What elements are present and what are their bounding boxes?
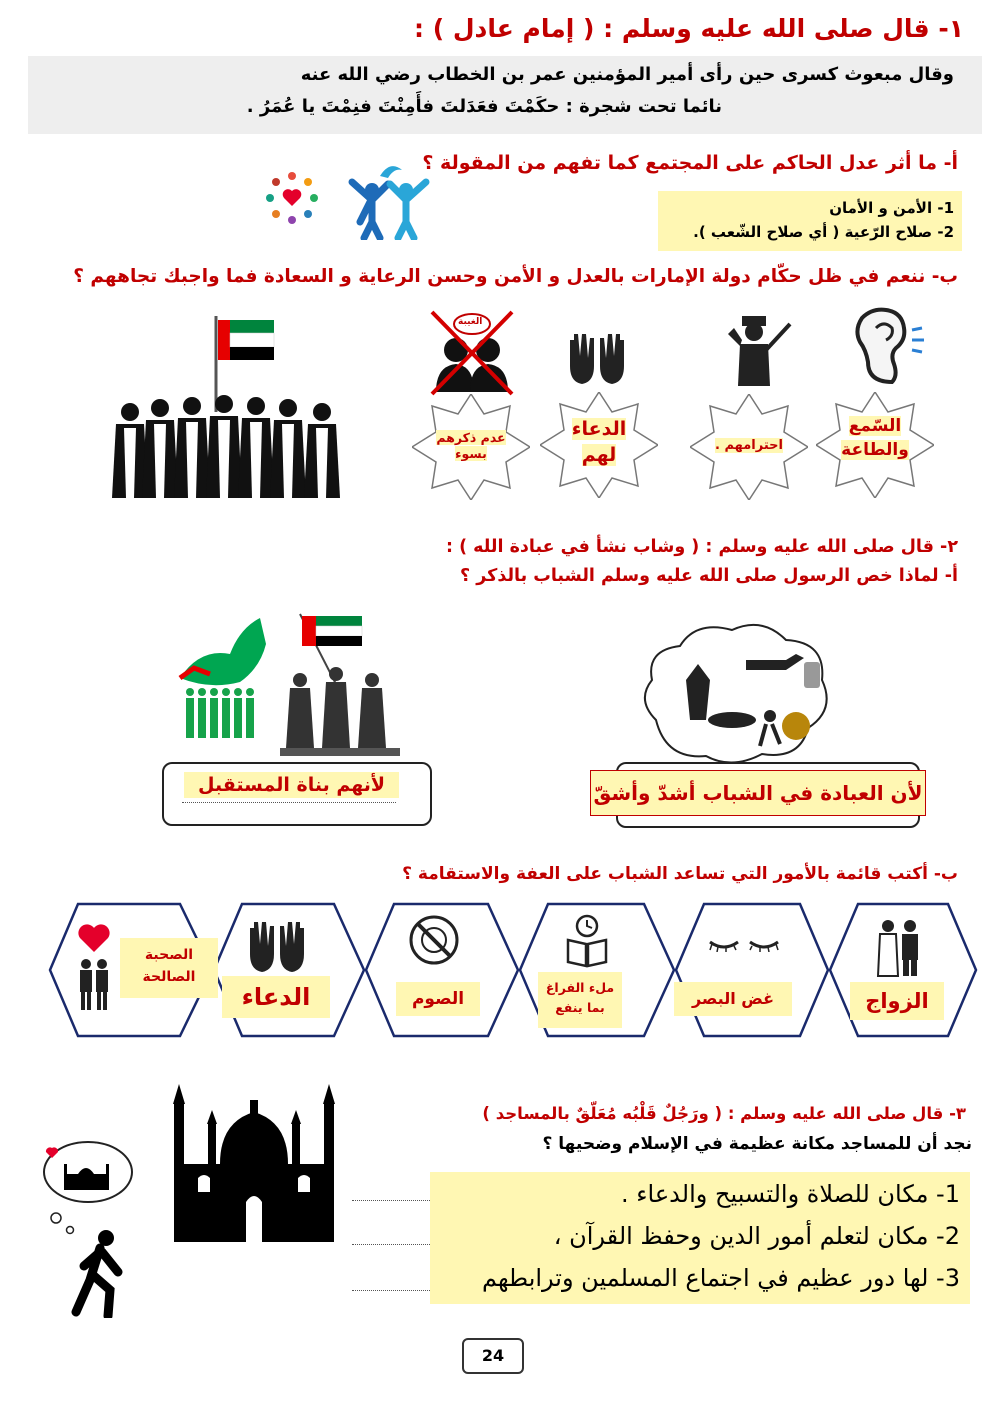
community-hearts-icon bbox=[262, 168, 322, 228]
q1-a-question: أ- ما أثر عدل الحاكم على المجتمع كما تفهم من المقولة ؟ bbox=[422, 152, 958, 174]
answer-box-left bbox=[162, 762, 432, 826]
people-cheering-icon bbox=[340, 160, 436, 240]
helper-label-fill-time: ملء الفراغ بما ينفع bbox=[538, 972, 622, 1028]
answer-line bbox=[182, 802, 396, 803]
helper-label-marriage: الزواج bbox=[850, 982, 944, 1020]
friends-heart-icon bbox=[72, 922, 116, 1014]
duty-star-obey bbox=[816, 392, 934, 498]
helper-label-lower-gaze: غض البصر bbox=[674, 982, 792, 1016]
gossip-tag: الغيبة bbox=[458, 317, 483, 327]
duty-star-respect bbox=[690, 394, 808, 500]
helper-label-fasting: الصوم bbox=[396, 982, 480, 1016]
q3-answer-1: 1- مكان للصلاة والتسبيح والدعاء . bbox=[620, 1180, 960, 1208]
q3-answers-box bbox=[430, 1172, 970, 1304]
q3-heading: ٣- قال صلى الله عليه وسلم : ( ورَجُلٌ قَلْبُه مُعَلّقٌ بالمساجد ) bbox=[482, 1104, 966, 1123]
q2-a-question: أ- لماذا خص الرسول صلى الله عليه وسلم الشباب بالذكر ؟ bbox=[460, 566, 958, 586]
praying-hands-icon bbox=[246, 914, 308, 974]
book-clock-icon bbox=[566, 914, 608, 968]
q1-heading: ١- قال صلى الله عليه وسلم : ( إمام عادل ) : bbox=[414, 14, 964, 43]
q2-b-question: ب- أكتب قائمة بالأمور التي تساعد الشباب على العفة والاستقامة ؟ bbox=[402, 864, 958, 884]
helper-label-dua: الدعاء bbox=[222, 976, 330, 1018]
answer-left-text: لأنهم بناة المستقبل bbox=[184, 772, 399, 798]
q1-a-answer-1: 1- الأمن و الأمان bbox=[829, 199, 954, 217]
uae-rulers-image bbox=[108, 312, 358, 502]
saluting-soldier-icon bbox=[720, 314, 792, 388]
no-gossip-icon bbox=[426, 306, 518, 398]
man-walking-to-mosque-image bbox=[28, 1136, 146, 1318]
q3-question: نجد أن للمساجد مكانة عظيمة في الإسلام وضحيها ؟ bbox=[542, 1134, 972, 1154]
duty-label-respect: احترامهم . bbox=[715, 438, 783, 453]
duty-star-no-gossip bbox=[412, 394, 530, 500]
q1-b-question: ب- ننعم في ظل حكّام دولة الإمارات بالعدل و الأمن وحسن الرعاية و السعادة فما واجبك تجاههم ؟ bbox=[73, 266, 958, 287]
duty-label-obey: السّمع والطاعة bbox=[841, 416, 909, 460]
uae-youth-soldiers-image bbox=[170, 608, 410, 758]
duty-label-pray: الدعاء لهم bbox=[571, 418, 627, 466]
page-number: 24 bbox=[462, 1338, 524, 1374]
q1-a-answers bbox=[658, 191, 962, 251]
duty-label-no-gossip: عدم ذكرهم بسوء bbox=[436, 430, 506, 461]
q3-answer-3: 3- لها دور عظيم في اجتماع المسلمين وترابطهم bbox=[481, 1264, 960, 1292]
ear-icon bbox=[850, 306, 926, 388]
q1-a-answer-2: 2- صلاح الرّعية ( أي صلاح الشّعب ). bbox=[693, 223, 954, 241]
answer-line bbox=[352, 1200, 432, 1201]
no-food-icon bbox=[408, 914, 460, 966]
mosque-silhouette-image bbox=[160, 1082, 348, 1242]
duty-star-pray bbox=[540, 392, 658, 498]
answer-line bbox=[352, 1290, 432, 1291]
quote-line-1: وقال مبعوث كسرى حين رأى أمير المؤمنين عمر بن الخطاب رضي الله عنه bbox=[300, 64, 954, 85]
q3-answer-2: 2- مكان لتعلم أمور الدين وحفظ القرآن ، bbox=[553, 1222, 960, 1250]
lowered-eyes-icon bbox=[706, 928, 782, 952]
q2-heading: ٢- قال صلى الله عليه وسلم : ( وشاب نشأ في عبادة الله ) : bbox=[445, 537, 958, 557]
answer-line bbox=[352, 1244, 432, 1245]
quote-line-2: نائما تحت شجرة : حكَمْتَ فعَدَلتَ فأَمِنْتَ فنِمْتَ يا عُمَرُ . bbox=[246, 96, 722, 117]
helper-label-good-company: الصحبة الصالحة bbox=[120, 938, 218, 998]
praying-hands-icon bbox=[566, 326, 628, 386]
answer-right-text: لأن العبادة في الشباب أشدّ وأشقّ bbox=[590, 770, 926, 816]
youth-temptations-cloud-image bbox=[636, 620, 832, 770]
quote-box bbox=[28, 56, 982, 134]
wedding-couple-icon bbox=[876, 918, 922, 978]
